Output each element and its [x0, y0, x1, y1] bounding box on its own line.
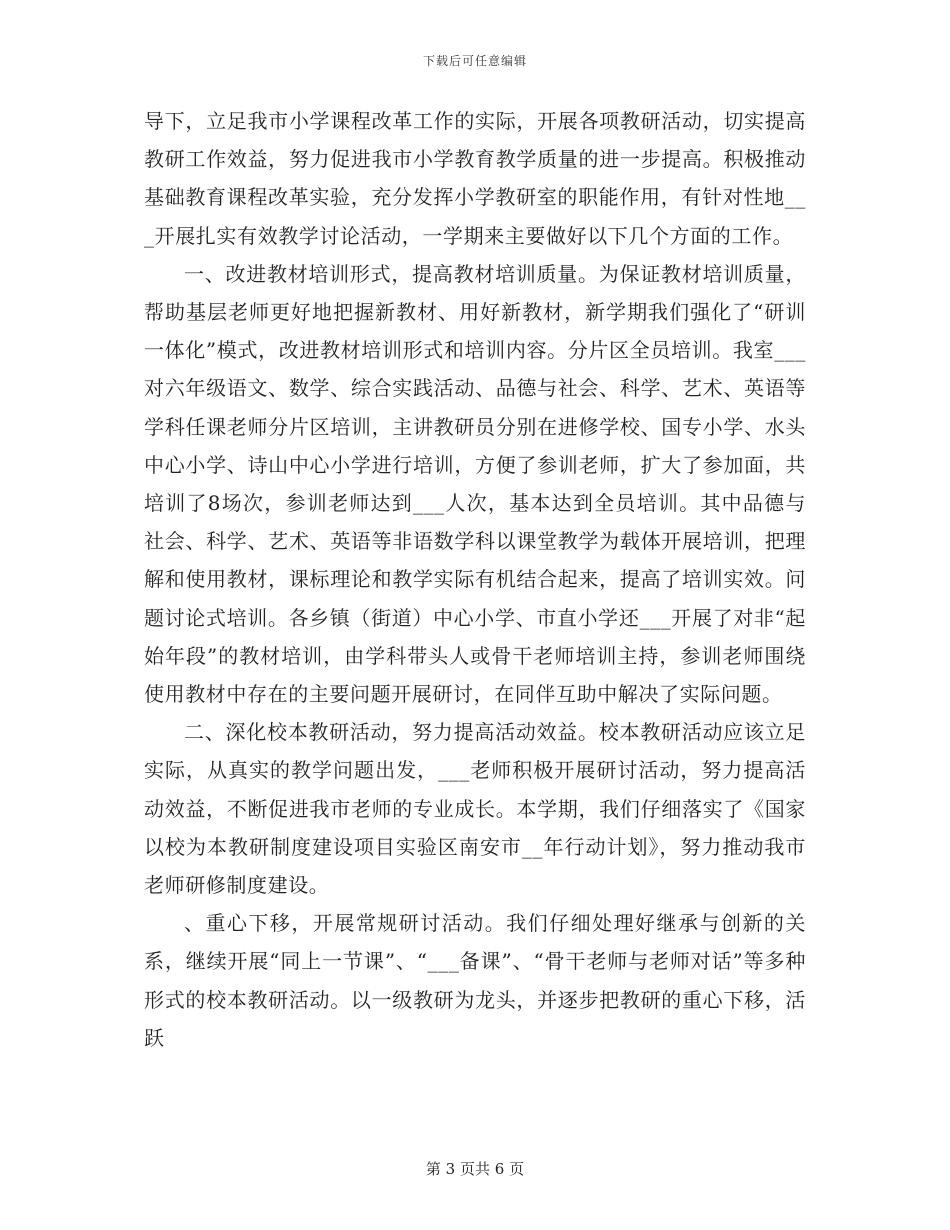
page-number: 第 3 页共 6 页	[425, 1160, 525, 1178]
paragraph-intro: 导下，立足我市小学课程改革工作的实际，开展各项教研活动，切实提高教研工作效益，努力促进我市小学教育教学质量的进一步提高。积极推动基础教育课程改革实验，充分发挥小学教研室的职能作用，有针对性地___开展扎实有效教学讨论活动，一学期来主要做好以下几个方面的工作。	[144, 109, 806, 248]
paragraph-section-two: 二、深化校本教研活动，努力提高活动效益。校本教研活动应该立足实际，从真实的教学问题出发，___老师积极开展研讨活动，努力提高活动效益，不断促进我市老师的专业成长。本学期，我们仔细落实了《国家以校为本教研制度建设项目实验区南安市__年行动计划》，努力推动我市老师研修制度建设。	[144, 720, 806, 898]
document-body	[144, 102, 806, 1057]
paragraph-section-one: 一、改进教材培训形式，提高教材培训质量。为保证教材培训质量，帮助基层老师更好地把握新教材、用好新教材，新学期我们强化了“研训一体化”模式，改进教材培训形式和培训内容。分片区全员培训。我室___对六年级语文、数学、综合实践活动、品德与社会、科学、艺术、英语等学科任课老师分片区培训，主讲教研员分别在进修学校、国专小学、水头中心小学、诗山中心小学进行培训，方便了参训老师，扩大了参加面，共培训了8场次，参训老师达到___人次，基本达到全员培训。其中品德与社会、科学、艺术、英语等非语数学科以课堂教学为载体开展培训，把理解和使用教材，课标理论和教学实际有机结合起来，提高了培训实效。问题讨论式培训。各乡镇（街道）中心小学、市直小学还___开展了对非“起始年段”的教材培训，由学科带头人或骨干老师培训主持，参训老师围绕使用教材中存在的主要问题开展研讨，在同伴互助中解决了实际问题。	[144, 261, 806, 707]
page-header: 下载后可任意编辑	[422, 54, 527, 68]
paragraph-subsection: 、重心下移，开展常规研讨活动。我们仔细处理好继承与创新的关系，继续开展“同上一节课”、“___备课”、“骨干老师与老师对话”等多种形式的校本教研活动。以一级教研为龙头，并逐步把教研的重心下移，活跃	[144, 911, 806, 1050]
